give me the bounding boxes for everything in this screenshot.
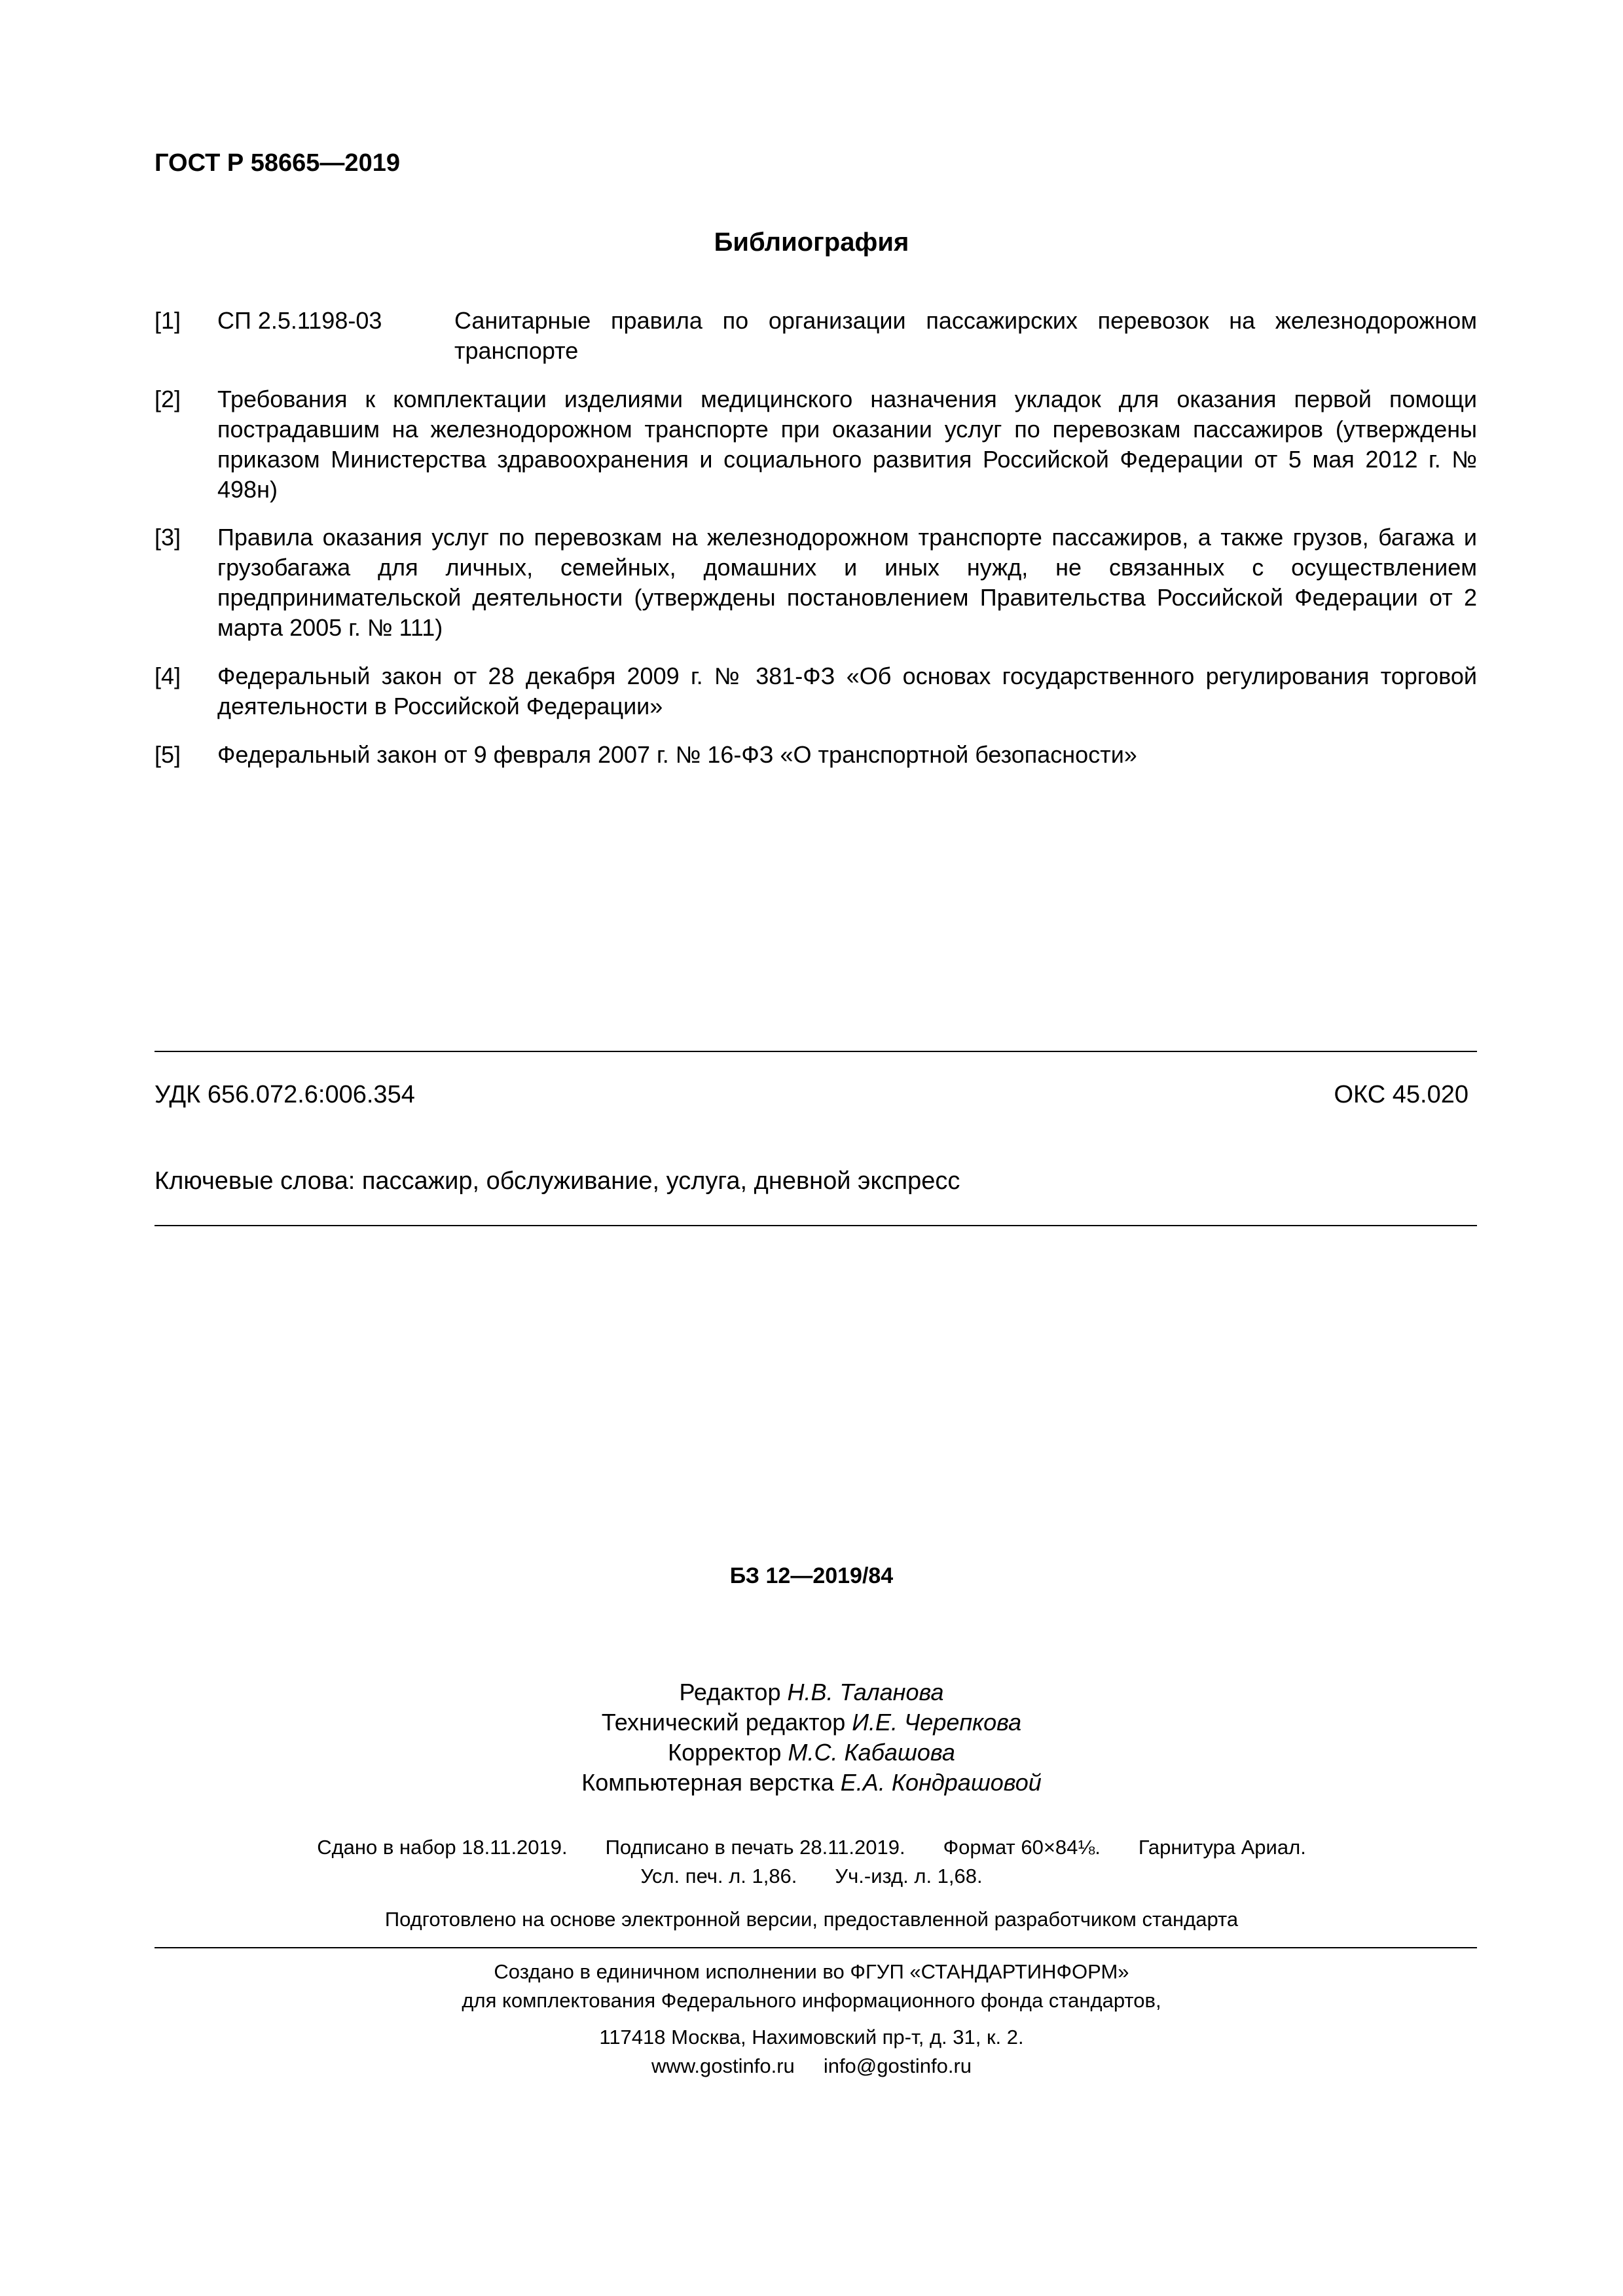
standard-number: ГОСТ Р 58665—2019 — [155, 149, 400, 177]
entry-text: Требования к комплектации изделиями медицинского назначения укладок для оказания первой помощи пострадавшим на железнодорожном транспорте при оказании услуг по перевозкам пассажиров (утверждены приказом Министерства здравоохранения и социального развития Российской Федерации от 5 мая 2012 г. № 498н) — [217, 386, 1477, 503]
entry-text: Федеральный закон от 9 февраля 2007 г. № 16-ФЗ «О транспортной безопасности» — [217, 741, 1137, 768]
publisher-block — [0, 1958, 1623, 2081]
credit-role: Редактор — [679, 1679, 781, 1705]
entry-number: [2] — [155, 386, 181, 412]
credit-layout — [0, 1768, 1623, 1798]
divider — [155, 1051, 1477, 1052]
credit-role: Корректор — [668, 1739, 782, 1766]
prepared-note: Подготовлено на основе электронной версии, предоставленной разработчиком стандарта — [384, 1908, 1239, 1931]
credits-block — [0, 1677, 1623, 1798]
entry-number: [3] — [155, 524, 181, 551]
print-info-line-2 — [0, 1862, 1623, 1891]
divider — [155, 1225, 1477, 1226]
entry-code: СП 2.5.1198-03 — [217, 307, 382, 334]
entry-text: Правила оказания услуг по перевозкам на железнодорожном транспорте пассажиров, а также грузов, багажа и грузобагажа для личных, семейных, домашних и иных нужд, не связанных с осуществлением предпринимательской деятельности (утверждены постановлением Правительства Российской Федерации от 2 марта 2005 г. № 111) — [217, 524, 1477, 641]
typeset-date: Сдано в набор 18.11.2019. — [317, 1836, 568, 1859]
print-sheets: Усл. печ. л. 1,86. — [640, 1865, 797, 1887]
publisher-sheets: Уч.-изд. л. 1,68. — [835, 1865, 983, 1887]
print-info — [0, 1833, 1623, 1891]
bibliography-title: Библиография — [714, 228, 909, 257]
entry-number: [4] — [155, 663, 181, 689]
created-line-2: для комплектования Федерального информационного фонда стандартов, — [462, 1989, 1161, 2012]
created-line-1: Создано в единичном исполнении во ФГУП «СТАНДАРТИНФОРМ» — [494, 1960, 1129, 1983]
credit-name: И.Е. Черепкова — [852, 1709, 1022, 1736]
udk-code: УДК 656.072.6:006.354 — [155, 1081, 415, 1108]
keywords: Ключевые слова: пассажир, обслуживание, услуга, дневной экспресс — [155, 1167, 960, 1195]
entry-text: Федеральный закон от 28 декабря 2009 г. № 381-ФЗ «Об основах государственного регулирования торговой деятельности в Российской Федерации» — [217, 663, 1477, 720]
bz-number: БЗ 12—2019/84 — [729, 1563, 894, 1588]
entry-number: [5] — [155, 741, 181, 768]
oks-code: ОКС 45.020 — [1334, 1081, 1468, 1108]
entry-text: Санитарные правила по организации пассажирских перевозок на железнодорожном транспорте — [454, 307, 1477, 364]
publisher-address: 117418 Москва, Нахимовский пр-т, д. 31, к. 2. — [599, 2026, 1024, 2049]
credit-role: Компьютерная верстка — [581, 1769, 834, 1796]
signed-date: Подписано в печать 28.11.2019. — [605, 1836, 905, 1859]
typeface: Гарнитура Ариал. — [1138, 1836, 1306, 1859]
entry-number: [1] — [155, 307, 181, 334]
credit-editor — [0, 1677, 1623, 1707]
credit-name: Е.А. Кондрашовой — [840, 1769, 1042, 1796]
credit-corrector — [0, 1738, 1623, 1768]
credit-name: Н.В. Таланова — [787, 1679, 944, 1705]
email-link[interactable]: info@gostinfo.ru — [823, 2054, 972, 2077]
print-format: Формат 60×84⅛. — [943, 1836, 1101, 1859]
publisher-contacts — [0, 2052, 1623, 2081]
credit-name: М.С. Кабашова — [788, 1739, 955, 1766]
website-link[interactable]: www.gostinfo.ru — [651, 2054, 795, 2077]
credit-tech-editor — [0, 1707, 1623, 1738]
print-info-line-1 — [0, 1833, 1623, 1862]
divider — [155, 1947, 1477, 1948]
credit-role: Технический редактор — [601, 1709, 846, 1736]
